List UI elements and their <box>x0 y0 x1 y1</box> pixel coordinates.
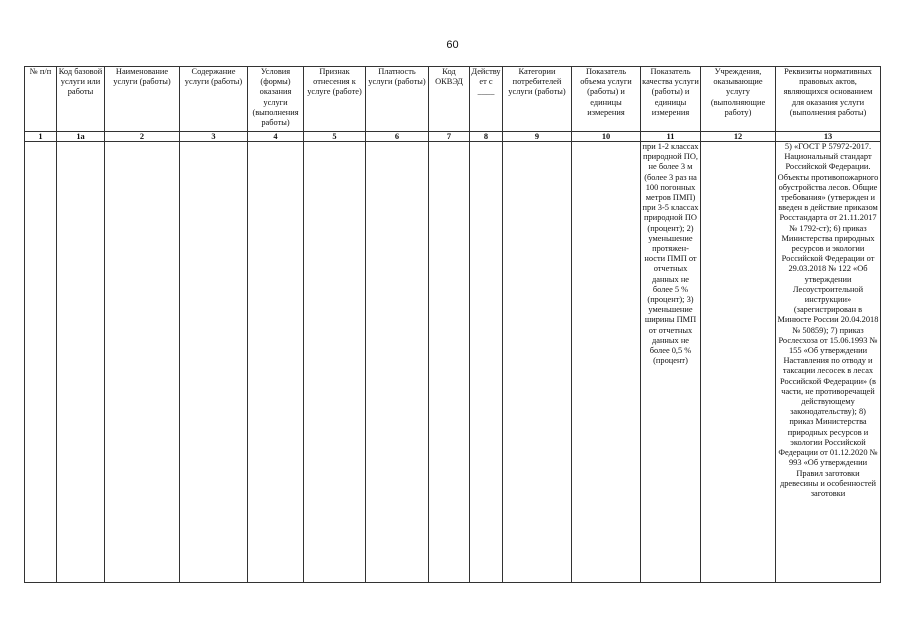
column-number: 3 <box>180 132 248 142</box>
cell-col-13 <box>776 142 881 583</box>
cell-col-12 <box>701 142 776 583</box>
table-row <box>25 142 881 583</box>
cell-col-5 <box>304 142 366 583</box>
column-number: 13 <box>776 132 881 142</box>
cell-col-2 <box>105 142 180 583</box>
column-number: 9 <box>503 132 572 142</box>
services-registry-table <box>24 66 881 583</box>
cell-col-7 <box>429 142 470 583</box>
header-cell: Условия (формы) оказания услуги (выполнения работы) <box>248 67 304 132</box>
header-cell: Показатель качества услуги (работы) и единицы измерения <box>641 67 701 132</box>
header-cell: Реквизиты нормативных правовых актов, являющихся основанием для оказания услуги (выполнения работы) <box>776 67 881 132</box>
header-cell: Категории потребителей услуги (работы) <box>503 67 572 132</box>
cell-col-8 <box>470 142 503 583</box>
column-number: 1 <box>25 132 57 142</box>
column-number: 5 <box>304 132 366 142</box>
page-number: 60 <box>446 39 459 51</box>
header-cell: Показатель объема услуги (работы) и единицы измерения <box>572 67 641 132</box>
header-cell: Код базовой услуги или работы <box>57 67 105 132</box>
column-number: 11 <box>641 132 701 142</box>
header-cell: № п/п <box>25 67 57 132</box>
quality-indicator-text: при 1-2 классах природной ПО, не более 3 м (более 3 раз на 100 погонных метров ПМП) при 3-5 классах природной ПО (процент); 2) уменьшение протяжен-ности ПМП от отчетных данных не более 5 % (процент); 3) уменьшение ширины ПМП от отчетных данных не более 0,5 % (процент) <box>642 142 699 366</box>
header-cell: Платность услуги (работы) <box>366 67 429 132</box>
column-number: 6 <box>366 132 429 142</box>
cell-col-10 <box>572 142 641 583</box>
cell-col-11 <box>641 142 701 583</box>
cell-col-3 <box>180 142 248 583</box>
column-number-row <box>25 132 881 142</box>
cell-col-4 <box>248 142 304 583</box>
header-cell: Учреждения, оказывающие услугу (выполняющие работу) <box>701 67 776 132</box>
header-cell: Содержание услуги (работы) <box>180 67 248 132</box>
header-cell: Признак отнесения к услуге (работе) <box>304 67 366 132</box>
cell-col-6 <box>366 142 429 583</box>
column-number: 12 <box>701 132 776 142</box>
column-number: 4 <box>248 132 304 142</box>
column-number: 10 <box>572 132 641 142</box>
cell-col-1a <box>57 142 105 583</box>
header-cell: Действует с ____ <box>470 67 503 132</box>
header-row <box>25 67 881 132</box>
cell-col-1 <box>25 142 57 583</box>
column-number: 2 <box>105 132 180 142</box>
header-cell: Код ОКВЭД <box>429 67 470 132</box>
legal-acts-text: 5) «ГОСТ Р 57972-2017. Национальный стандарт Российской Федерации. Объекты противопожарного обустройства лесов. Общие требования» (утвержден и введен в действие приказом Росстандарта от 21.11.2017 № 1792-ст); 6) приказ Министерства природных ресурсов и экологии Российской Федерации от 29.03.2018 № 122 «Об утверждении Лесоустроительной инструкции» (зарегистрирован в Минюсте России 20.04.2018 № 50859); 7) приказ Рослесхоза от 15.06.1993 № 155 «Об утверждении Наставления по отводу и таксации лесосек в лесах Российской Федерации» (в части, не противоречащей действующему законодательству); 8) приказ Министерства природных ресурсов и экологии Российской Федерации от 01.12.2020 № 993 «Об утверждении Правил заготовки древесины и особенностей заготовки <box>777 142 879 498</box>
column-number: 1а <box>57 132 105 142</box>
cell-col-9 <box>503 142 572 583</box>
column-number: 7 <box>429 132 470 142</box>
column-number: 8 <box>470 132 503 142</box>
header-cell: Наименование услуги (работы) <box>105 67 180 132</box>
